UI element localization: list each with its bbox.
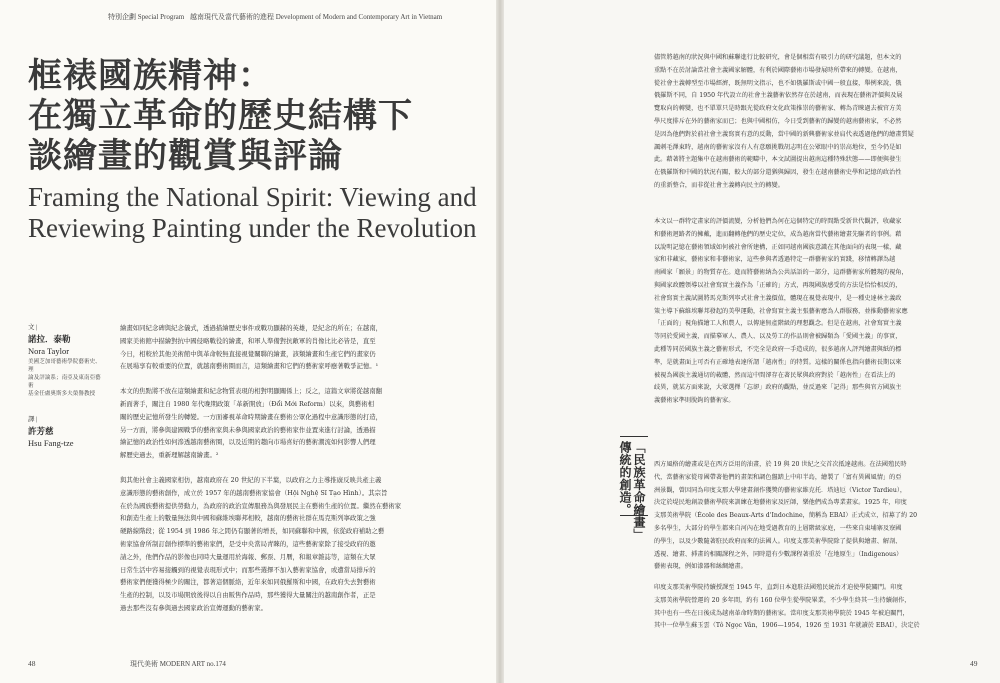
- author-bio-line: 美國芝加哥藝術學院藝術史、理: [28, 359, 101, 373]
- text-line: 其中也有一些在日後成為越南革命時期的藝術家。當印度支那美術學院於 1945 年被迫關門，: [654, 609, 909, 617]
- text-line: 儘管將越南的狀況與中國和蘇聯進行比較研究，會是個相當有吸引力的研究議題，但本文的: [654, 54, 902, 61]
- text-line: 國家美術館中描繪對抗中國侵略戰役的繪畫，和軍人準備對抗敵軍的肖像比比必皆是，直至: [120, 336, 376, 345]
- text-line: 透視、繪畫、挿畫的相關課程之外，同時還有少數課程著重於「在地原生」（Indigenous）: [654, 550, 903, 558]
- text-line: 今日，相較於其他美術館中與革命較無直接視覺關聯的繪畫，該類繪畫和生產它們的畫家仍: [120, 349, 376, 358]
- text-line: 術家協會所制訂創作標準的藝術家們，是受中央當局青睞的，這些藝術家除了接受政府的邀: [120, 539, 376, 548]
- article-title-english: [28, 182, 478, 244]
- credit-role: 文 |: [28, 324, 38, 331]
- title-zh-line: 框裱國族精神：: [28, 56, 273, 96]
- text-line: 重點不在於討論當社會主義國家解體，有利於國際藝術市場發展時所帶來的轉變。在越南，: [654, 66, 902, 74]
- article-title-chinese: [28, 56, 468, 176]
- text-line: 藝術表現，例如漆器和絲綢繪畫。: [654, 563, 747, 571]
- text-line: 義藝術家準則脫鉤的藝術家。: [654, 397, 735, 405]
- text-line: 覽取向的轉變，也不單單只是時跟光從政府文化政策推崇的藝術家、轉為青睞過去被官方美: [654, 105, 902, 113]
- author-name-zh: 諾拉．泰勒: [28, 334, 71, 344]
- text-line: 本文以一群特定畫家的評價流變，分析他們為何在這個特定的時間點受新世代觀評，收藏家: [654, 218, 902, 225]
- text-line: 準，是就畫面上可否有正確地表達所謂「越南性」的特質。這樣的關係也指向藝術長期以來: [654, 358, 902, 366]
- translator-name-zh: 許芳慈: [28, 426, 54, 436]
- left-body-text: [120, 322, 470, 615]
- text-line: 決定於堤民地創設藝術學院來訓練在地藝術家及匠師，樂他們成為專業畫家。1925 年，印度: [654, 499, 907, 507]
- paragraph: [120, 322, 470, 373]
- text-line: 與其他社會主義國家相仿，越南政府在 20 世紀的下半葉，以政府之力主導推廣反映共產主義: [120, 475, 382, 484]
- text-line: 其中一位學生蘇玉雲（Tô Ngọc Vân，1906—1954，1926 至 1931 年就讀於 EBAI），決定於: [654, 622, 920, 630]
- author-bio-line: 基金任盧奧斯多夫榮譽教授: [28, 391, 96, 397]
- text-line: 過去那些沒有參與過去國家政治宣傳運動的藝術家。: [120, 603, 267, 612]
- text-line: 日常生活中容易接觸到的視覺表現形式中；而那些選擇不加入藝術家協會，或遭當局排斥的: [120, 565, 376, 574]
- running-head-section: 特別企劃 Special Program: [108, 13, 185, 21]
- text-line: 歧異，就某方面來說，大眾選擇「忘卻」政府的觀點，並反過來「記得」那些與官方國族主: [654, 384, 902, 392]
- right-body-bottom-2: [654, 582, 984, 633]
- text-line: 此。藉著將主題集中在越南藝術的範疇中，本文試圖提出越南這種特殊狀態——即便與發生: [654, 156, 902, 164]
- text-line: 在俄羅斯和中國的狀況有關，較大的部分還猶與歸因，發生在越南藝術史學和記憶的政治性: [654, 169, 902, 177]
- pull-quote-line: 傳統的創造。: [618, 441, 632, 516]
- text-line: 藝術家們便獲得極少的關注，都著這個脈絡，近年來如同俄羅斯和中國，在政府失去對藝術: [120, 578, 376, 587]
- page-number-right: 49: [970, 659, 978, 668]
- text-line: 策主導下蘇維埃聯邦發起的美學運動，社會寫實主義主張藝術應為人群服務，並推動藝術家應: [654, 307, 908, 315]
- credit-role: 譯 |: [28, 416, 38, 423]
- page-number-left: 48: [28, 659, 36, 668]
- text-line: 的重新整合，而非從社會主義轉向民主的轉變。: [654, 181, 784, 189]
- text-line: 印度支那美術學院持續授課至 1945 年，直到日本進駐法國殖民統治才迫使學院關門。印度: [654, 584, 903, 591]
- text-line: 在展場享有較重要的位置，就越南藝術圈而言，這類繪畫和它們的藝術家呼應著戰爭記憶。¹: [120, 362, 379, 371]
- text-line: 是因為他們對於前社會主義寫實有意的反動，當中國的新興藝術家並肩代表透過他們的繪畫質疑: [654, 130, 914, 138]
- text-line: 本文的焦點將不放在這類繪畫和紀念物質表現的相對明顯關係上；反之，這篇文章將從越南翻: [120, 387, 383, 396]
- text-line: 家和非藏家，藝術家和非藝術家，這些參與者透過特定一群藝術家的實踐，移情轉譯為越: [654, 256, 896, 264]
- pull-quote: [618, 436, 648, 541]
- text-line: 請之外，他們作品的影像也同時大量運用於海報、郵票、月曆，和報章雜誌等，這類在大眾: [120, 552, 376, 561]
- text-line: 西方風格的繪畫或是在西方泛用的油畫，於 19 與 20 世紀之交首次抵達越南。在法國殖民時: [654, 461, 907, 468]
- text-line: 與國家政體領導以社會寫實主義作為「正確的」方式，再現國族感受的方法是恰恰相反的，: [654, 281, 902, 289]
- right-body-bottom-1: [654, 459, 984, 574]
- text-line: 繪畫如同紀念碑與紀念儀式，透過描繪歷史事件或戰功顯赫的英雄，是紀念的所在；在越南，: [120, 324, 383, 332]
- translator-name-en: Hsu Fang-tze: [28, 438, 74, 448]
- running-head-topic: 越南現代及當代藝術的進程 Development of Modern and Contemporary Art in Vietnam: [190, 13, 443, 21]
- text-line: 在於為國族藝術提供勞動力，為政府的政治宣傳服務為與發展民主在藝術生產的位置。繼然在藝術家: [120, 501, 402, 510]
- text-line: 等同於愛國主義，而描摹軍人、農人、以及勞工的作品則會被歸類為「愛國主義」的事實，: [654, 333, 902, 341]
- title-en-line: Reviewing Painting under the Revolution: [28, 213, 477, 243]
- paragraph: [120, 474, 470, 615]
- left-page: [0, 0, 496, 683]
- author-credit: [28, 322, 106, 398]
- text-line: 硬路線階段；從 1954 到 1986 年之間仍有顯著的增長，如同蘇聯和中國，依從政府補助之藝: [120, 527, 385, 536]
- translator-credit: [28, 414, 106, 448]
- text-line: 社會寫實主義試圖將馬克斯列寧式社會主義價值，體現在視覺表現中，是一種史達林主義政: [654, 294, 902, 302]
- text-line: 支那美術學院營運的 20 多年間，約有 160 位學生從學院畢業，不少學生終其一生持續創作，: [654, 596, 911, 604]
- title-zh-line: 在獨立革命的歷史結構下: [28, 96, 413, 136]
- text-line: 被視為國族主義通切的載體，然而這中間卻存在著民眾與政府對於「越南性」在看法上的: [654, 371, 896, 379]
- text-line: 此種等同於國族主義之藝術形式，不完全是政府一手造成的，很多越南人評判繪畫與紙的標: [654, 345, 902, 353]
- text-line: 諷刺毛澤東時，越南的藝術家沒有人有意願挑戰胡志明在公眾眼中的崇高地位，至今仍是如: [654, 143, 902, 151]
- right-body-middle: [654, 216, 984, 408]
- author-credits: [28, 322, 106, 448]
- right-page: [504, 0, 1000, 683]
- text-line: 和創造生產上的數量無法與中國和蘇維埃聯邦相較，越南的藝術社群在馬克斯列寧政策之強: [120, 514, 376, 523]
- text-line: 代，當藝術家從母國帶著他們的畫架和調色盤踏上中印半島，繪製了「富有異國風情」的亞: [654, 473, 902, 481]
- pull-quote-line: 「民族革命繪畫」: [632, 441, 646, 541]
- text-line: 洲景觀，曾因同為印度支那大學建畫創作獲獎的藝術家維克托．塔迪厄（Victor Tardieu），: [654, 486, 907, 494]
- text-line: 和藝術迴路者的擁戴，進而翻轉他們的歷史定位，成為越南當代藝術繪畫先驅者的事例。藉: [654, 230, 902, 238]
- text-line: 以說明記憶在藝術領域如何被社會所建構，正如同越南國族意識在其他面向的表現一樣，藏: [654, 243, 902, 251]
- text-line: 解歷史過去，重新理解越南繪畫。²: [120, 451, 219, 460]
- title-en-line: Framing the National Spirit: Viewing and: [28, 182, 477, 212]
- paragraph: [120, 385, 470, 462]
- text-line: 繪記憶的政治性如何滲透越南藝術圈，以及近期的趨向市場喜好的藝術潮流如何影響人們理: [120, 438, 376, 447]
- author-bio: [28, 358, 106, 398]
- text-line: 支那美術學院（École des Beaux-Arts d'Indochine，簡稱為 EBAI）正式成立，招募了約 20: [654, 512, 918, 520]
- text-line: 多名學生，大部分的學生都來自河內在地受過教育的上層階級家庭，一些來自東埔寨及寮國: [654, 524, 902, 532]
- title-zh-line: 談繪畫的觀賞與評論: [28, 136, 343, 176]
- author-name-en: Nora Taylor: [28, 346, 70, 356]
- text-line: 南國家「願景」的物質存在。進而將藝術納為公共話語的一部分，這群藝術家所體現的視角，: [654, 269, 908, 277]
- text-line: 關的歷史記憶所發生的轉變。一方面審視革命時期繪畫在藝術公眾化過程中意識形態的打造，: [120, 412, 383, 421]
- text-line: 「正面的」視角描繪工人和農人，以傳達無產階級的理想觀念。但是在越南，社會寫實主義: [654, 320, 902, 328]
- text-line: 的學生，以及少數隨著駐民政府而來的法國人。印度支那美術學院除了提供與繪畫、解剖、: [654, 537, 902, 545]
- text-line: 生產的控制，以及市場開放後得以自由販售作品時，那些獲得大量關注的越南創作者，正是: [120, 591, 376, 600]
- text-line: 俄羅斯不同，自 1950 年代設立的社會主義藝術依然存在於越南，而表現在藝術評價與及展: [654, 92, 903, 100]
- book-gutter: [496, 0, 504, 683]
- magazine-footer: 現代美術 MODERN ART no.174: [130, 660, 226, 668]
- text-line: 意識形態的藝術創作，成立於 1957 年的越南藝術家協會（Hội Nghệ Sĩ Tạo Hình）。其宗旨: [120, 488, 388, 497]
- text-line: 學尺度排斥在外的藝術家而已；也與中國相仿，今日受到藝術的歸變的越南藝術家，不必然: [654, 117, 902, 125]
- text-line: 新面著手，關注自 1980 年代晚期政策「革新開放」（Đổi Mới Reform）以來，與藝術相: [120, 399, 374, 408]
- text-line: 從社會主義轉型至市場經濟，既無明文指示，也不如俄羅斯或中國一般直接，舉例來說，俄: [654, 79, 902, 87]
- right-body-top: [654, 52, 984, 193]
- text-line: 另一方面，將參與建國戰爭的藝術家與未參與國家政治的藝術家作並置來進行討論，透過描: [120, 425, 376, 434]
- author-bio-line: 論及評論系；南亞及東南亞藝術: [28, 375, 101, 389]
